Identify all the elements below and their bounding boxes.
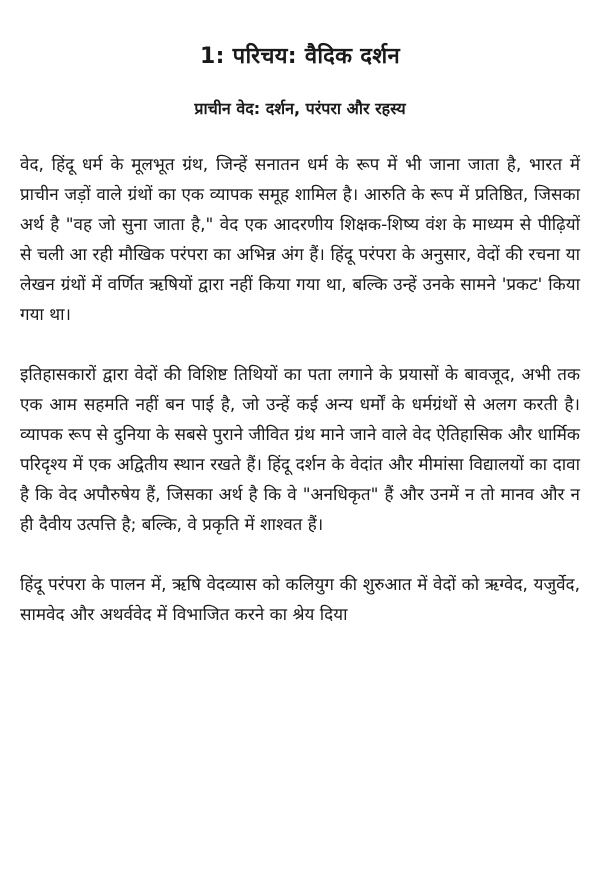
chapter-title: 1: परिचय: वैदिक दर्शन <box>200 44 400 69</box>
section-heading: प्राचीन वेद: दर्शन, परंपरा और रहस्य <box>194 99 406 118</box>
body-text <box>20 150 580 630</box>
paragraph-2: इतिहासकारों द्वारा वेदों की विशिष्ट तिथियों का पता लगाने के प्रयासों के बावजूद, अभी तक एक आम सहमति नहीं बन पाई है, जो उन्हें कई अन्य धर्मों के धर्मग्रंथों से अलग करती है। व्यापक रूप से दुनिया के सबसे पुराने जीवित ग्रंथ माने जाने वाले वेद ऐतिहासिक और धार्मिक परिदृश्य में एक अद्वितीय स्थान रखते हैं। हिंदू दर्शन के वेदांत और मीमांसा विद्यालयों का दावा है कि वेद अपौरुषेय हैं, जिसका अर्थ है कि वे "अनधिकृत" हैं और उनमें न तो मानव और न ही दैवीय उत्पत्ति है; बल्कि, वे प्रकृति में शाश्वत हैं। <box>20 365 580 535</box>
paragraph-3: हिंदू परंपरा के पालन में, ऋषि वेदव्यास को कलियुग की शुरुआत में वेदों को ऋग्वेद, यजुर्वेद, सामवेद और अथर्ववेद में विभाजित करने का श्रेय दिया <box>20 575 580 625</box>
paragraph-1: वेद, हिंदू धर्म के मूलभूत ग्रंथ, जिन्हें सनातन धर्म के रूप में भी जाना जाता है, भारत में प्राचीन जड़ों वाले ग्रंथों का एक व्यापक समूह शामिल है। आरुति के रूप में प्रतिष्ठित, जिसका अर्थ है "वह जो सुना जाता है," वेद एक आदरणीय शिक्षक-शिष्य वंश के माध्यम से पीढ़ियों से चली आ रही मौखिक परंपरा का अभिन्न अंग हैं। हिंदू परंपरा के अनुसार, वेदों की रचना या लेखन ग्रंथों में वर्णित ऋषियों द्वारा नहीं किया गया था, बल्कि उन्हें उनके सामने 'प्रकट' किया गया था। <box>20 155 580 325</box>
